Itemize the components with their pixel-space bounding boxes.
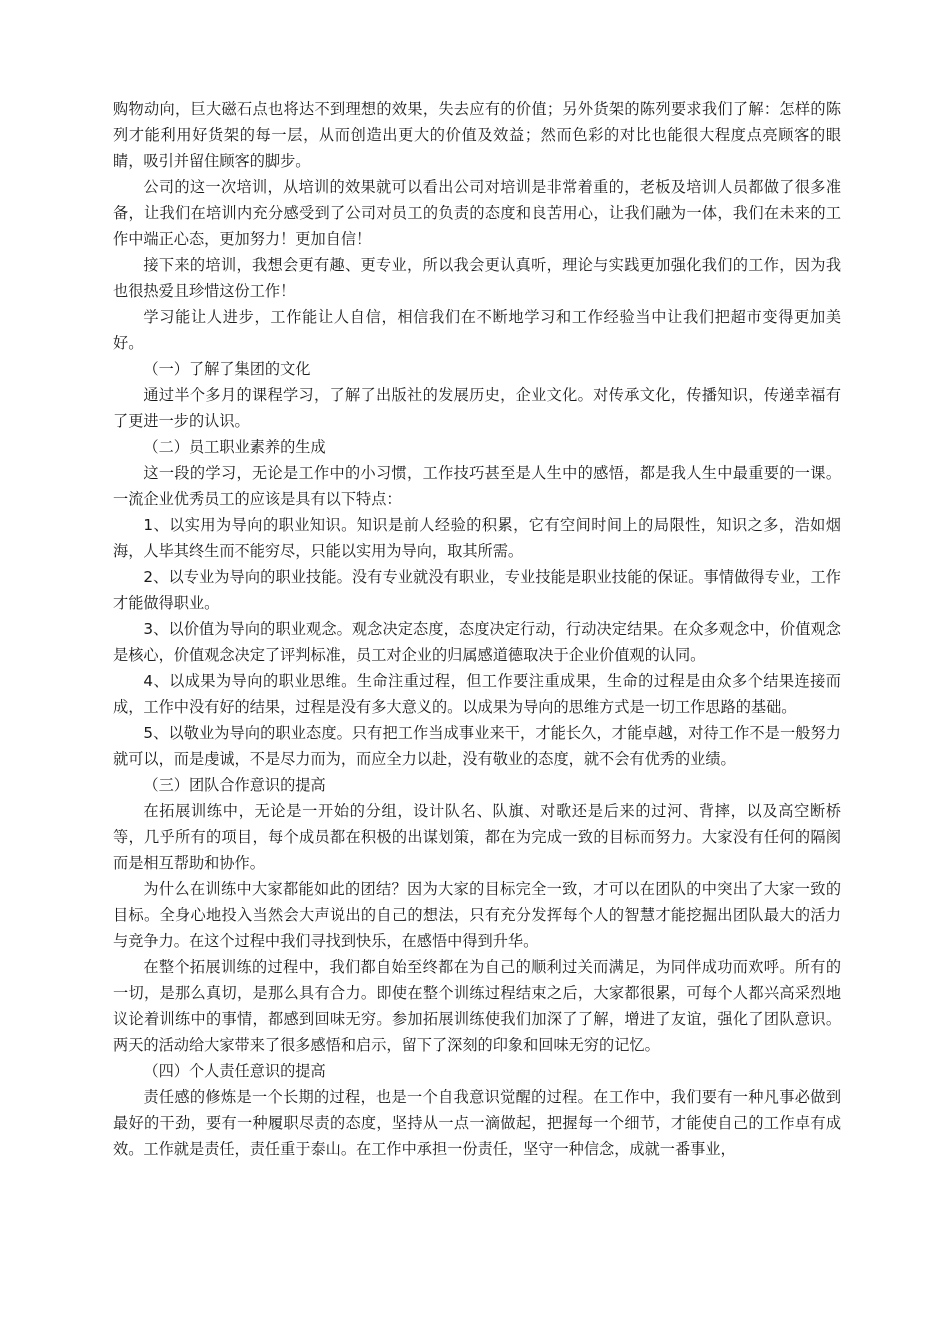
section-heading: （一）了解了集团的文化: [143, 360, 311, 378]
list-item-paragraph: 4、以成果为导向的职业思维。生命注重过程，但工作要注重成果，生命的过程是由众多个结果连接而成，工作中没有好的结果，过程是没有多大意义的。以成果为导向的思维方式是一切工作思路的基础。: [113, 672, 841, 716]
body-paragraph: 责任感的修炼是一个长期的过程，也是一个自我意识觉醒的过程。在工作中，我们要有一种凡事必做到最好的干劲，要有一种履职尽责的态度，坚持从一点一滴做起，把握每一个细节，才能使自己的工作卓有成效。工作就是责任，责任重于泰山。在工作中承担一份责任，坚守一种信念，成就一番事业，: [113, 1088, 841, 1158]
list-item-paragraph: 5、以敬业为导向的职业态度。只有把工作当成事业来干，才能长久，才能卓越，对待工作不是一般努力就可以，而是虔诚，不是尽力而为，而应全力以赴，没有敬业的态度，就不会有优秀的业绩。: [113, 724, 841, 768]
list-item-paragraph: 2、以专业为导向的职业技能。没有专业就没有职业，专业技能是职业技能的保证。事情做得专业，工作才能做得职业。: [113, 568, 841, 612]
body-paragraph: 通过半个多月的课程学习，了解了出版社的发展历史，企业文化。对传承文化，传播知识，传递幸福有了更进一步的认识。: [113, 386, 841, 430]
body-paragraph: 接下来的培训，我想会更有趣、更专业，所以我会更认真听，理论与实践更加强化我们的工作，因为我也很热爱且珍惜这份工作！: [113, 256, 841, 300]
body-paragraph: 购物动向，巨大磁石点也将达不到理想的效果，失去应有的价值；另外货架的陈列要求我们了解：怎样的陈列才能利用好货架的每一层，从而创造出更大的价值及效益；然而色彩的对比也能很大程度点亮顾客的眼睛，吸引并留住顾客的脚步。: [113, 100, 841, 170]
section-heading: （四）个人责任意识的提高: [143, 1062, 326, 1080]
section-heading: （三）团队合作意识的提高: [143, 776, 326, 794]
list-item-paragraph: 1、以实用为导向的职业知识。知识是前人经验的积累，它有空间时间上的局限性，知识之多，浩如烟海，人毕其终生而不能穷尽，只能以实用为导向，取其所需。: [113, 516, 841, 560]
body-paragraph: 学习能让人进步，工作能让人自信，相信我们在不断地学习和工作经验当中让我们把超市变得更加美好。: [113, 308, 841, 352]
body-paragraph: 为什么在训练中大家都能如此的团结？因为大家的目标完全一致，才可以在团队的中突出了大家一致的目标。全身心地投入当然会大声说出的自己的想法，只有充分发挥每个人的智慧才能挖掘出团队最大的活力与竞争力。在这个过程中我们寻找到快乐，在感悟中得到升华。: [113, 880, 841, 950]
document-page: [113, 96, 841, 1162]
body-paragraph: 这一段的学习，无论是工作中的小习惯，工作技巧甚至是人生中的感悟，都是我人生中最重要的一课。一流企业优秀员工的应该是具有以下特点：: [113, 464, 841, 508]
body-paragraph: 在整个拓展训练的过程中，我们都自始至终都在为自己的顺利过关而满足，为同伴成功而欢呼。所有的一切，是那么真切，是那么具有合力。即使在整个训练过程结束之后，大家都很累，可每个人都兴高采烈地议论着训练中的事情，都感到回味无穷。参加拓展训练使我们加深了了解，增进了友谊，强化了团队意识。两天的活动给大家带来了很多感悟和启示，留下了深刻的印象和回味无穷的记忆。: [113, 958, 841, 1054]
section-heading: （二）员工职业素养的生成: [143, 438, 326, 456]
body-paragraph: 在拓展训练中，无论是一开始的分组，设计队名、队旗、对歌还是后来的过河、背摔，以及高空断桥等，几乎所有的项目，每个成员都在积极的出谋划策，都在为完成一致的目标而努力。大家没有任何的隔阂而是相互帮助和协作。: [113, 802, 841, 872]
body-paragraph: 公司的这一次培训，从培训的效果就可以看出公司对培训是非常着重的，老板及培训人员都做了很多准备，让我们在培训内充分感受到了公司对员工的负责的态度和良苦用心，让我们融为一体，我们在未来的工作中端正心态，更加努力！更加自信！: [113, 178, 841, 248]
list-item-paragraph: 3、以价值为导向的职业观念。观念决定态度，态度决定行动，行动决定结果。在众多观念中，价值观念是核心，价值观念决定了评判标准，员工对企业的归属感道德取决于企业价值观的认同。: [113, 620, 841, 664]
